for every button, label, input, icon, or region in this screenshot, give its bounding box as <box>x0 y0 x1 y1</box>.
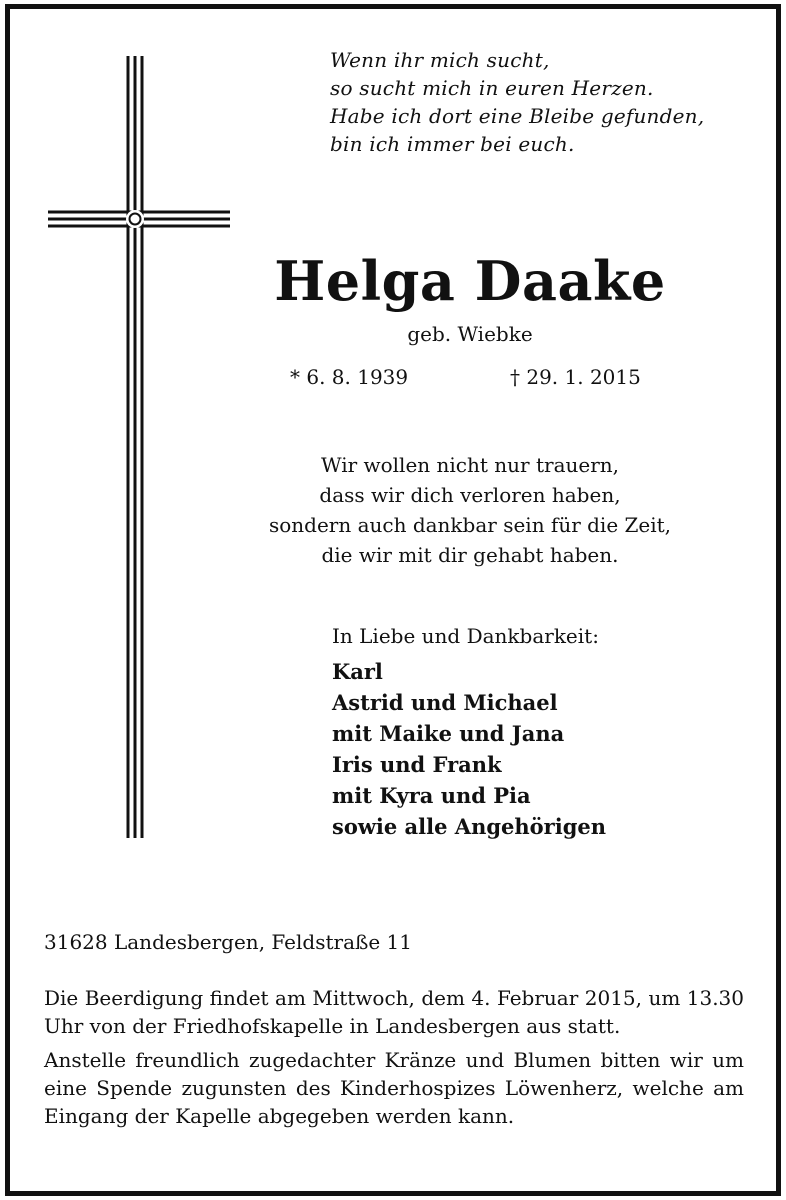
address: 31628 Landesbergen, Feldstraße 11 <box>44 930 413 954</box>
funeral-notice: Die Beerdigung findet am Mittwoch, dem 4. Februar 2015, um 13.30 Uhr von der Friedhofskapelle in Landesbergen aus statt. <box>44 986 744 1038</box>
mourner-name: Karl <box>332 659 383 684</box>
cross-icon <box>42 50 232 840</box>
mourner-name: Astrid und Michael <box>332 690 558 715</box>
mourners-intro: In Liebe und Dankbarkeit: <box>332 624 599 648</box>
donation-notice: Anstelle freundlich zugedachter Kränze und Blumen bitten wir um eine Spende zugunsten des Kinderhospizes Löwenherz, welche am Eingang der Kapelle abgegeben werden kann. <box>44 1048 744 1128</box>
quote-line: sondern auch dankbar sein für die Zeit, <box>268 513 672 537</box>
maiden-name: geb. Wiebke <box>407 322 533 346</box>
quote-line: Wir wollen nicht nur trauern, <box>320 453 620 477</box>
deceased-name: Helga Daake <box>274 249 666 313</box>
quote <box>220 450 720 570</box>
mourners-list <box>332 656 606 842</box>
poem-line: Habe ich dort eine Bleibe gefunden, <box>330 104 705 128</box>
poem-line: so sucht mich in euren Herzen. <box>330 76 654 100</box>
mourner-name: sowie alle Angehörigen <box>332 814 607 839</box>
poem-line: bin ich immer bei euch. <box>330 132 575 156</box>
death-date: † 29. 1. 2015 <box>510 365 641 389</box>
mourner-name: mit Maike und Jana <box>332 721 565 746</box>
poem-line: Wenn ihr mich sucht, <box>330 48 550 72</box>
quote-line: dass wir dich verloren haben, <box>319 483 621 507</box>
mourner-name: Iris und Frank <box>332 752 502 777</box>
birth-date: * 6. 8. 1939 <box>290 365 409 389</box>
mourner-name: mit Kyra und Pia <box>332 783 531 808</box>
quote-line: die wir mit dir gehabt haben. <box>321 543 619 567</box>
poem <box>330 46 760 158</box>
